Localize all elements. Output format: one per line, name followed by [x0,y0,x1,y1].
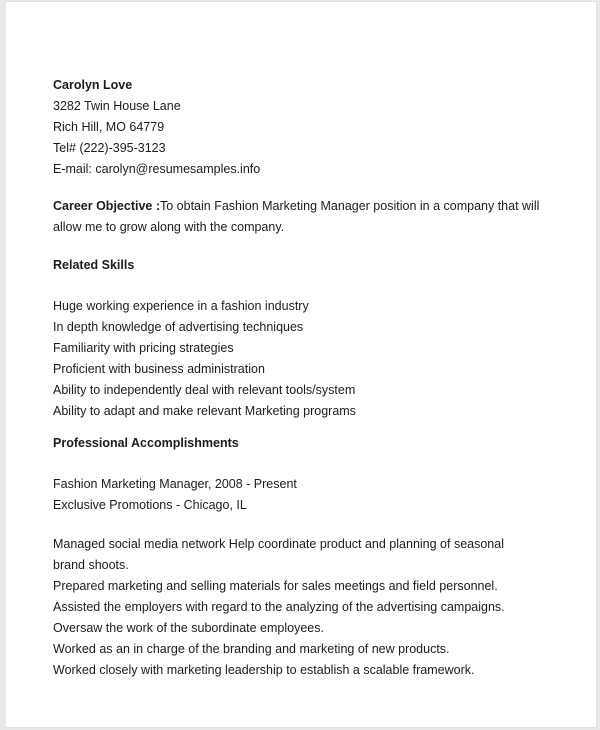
job-company-line: Exclusive Promotions - Chicago, IL [53,498,247,512]
accomplishment-item: Worked closely with marketing leadership to establish a scalable framework. [53,663,475,677]
resume-page [6,1,597,728]
skill-item: In depth knowledge of advertising techniques [53,320,304,334]
accomplishment-item: Prepared marketing and selling materials for sales meetings and field personnel. [53,579,498,593]
career-objective-text: To obtain Fashion Marketing Manager position in a company that will allow me to grow along with the company. [53,199,540,234]
contact-phone: Tel# (222)-395-3123 [53,141,166,155]
job-title-line: Fashion Marketing Manager, 2008 - Present [53,477,297,491]
skills-list [53,296,536,422]
skill-item: Ability to independently deal with relevant tools/system [53,383,356,397]
accomplishment-item: Managed social media network Help coordinate product and planning of seasonal brand shoots. [53,537,504,572]
contact-block [53,75,536,180]
contact-name: Carolyn Love [53,78,133,92]
resume-content [6,2,566,681]
section-heading-professional-accomplishments: Professional Accomplishments [53,436,239,450]
career-objective [53,196,565,238]
contact-email: E-mail: carolyn@resumesamples.info [53,162,261,176]
skill-item: Ability to adapt and make relevant Marketing programs [53,404,356,418]
contact-address-line1: 3282 Twin House Lane [53,99,181,113]
accomplishments-list [53,534,536,681]
job-block [53,474,536,516]
skill-item: Huge working experience in a fashion industry [53,299,309,313]
skill-item: Familiarity with pricing strategies [53,341,234,355]
accomplishment-item: Oversaw the work of the subordinate employees. [53,621,324,635]
accomplishment-item: Worked as an in charge of the branding and marketing of new products. [53,642,450,656]
accomplishment-item: Assisted the employers with regard to the analyzing of the advertising campaigns. [53,600,505,614]
section-heading-related-skills: Related Skills [53,258,135,272]
contact-address-line2: Rich Hill, MO 64779 [53,120,165,134]
career-objective-label: Career Objective : [53,199,160,213]
skill-item: Proficient with business administration [53,362,265,376]
